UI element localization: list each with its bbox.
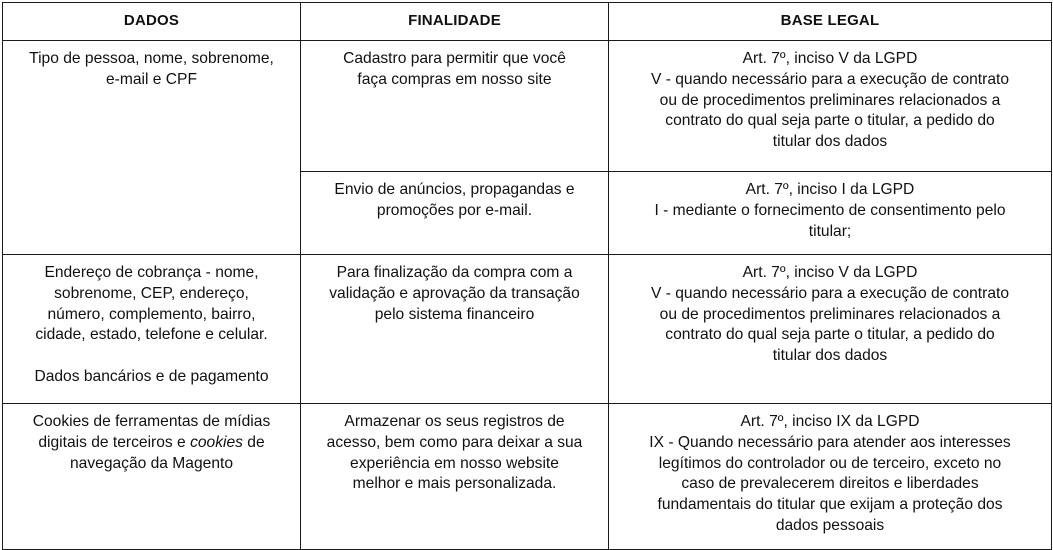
cell-text-line: Art. 7º, inciso V da LGPD	[742, 264, 918, 281]
cell-text-line: caso de prevalecerem direitos e liberdades	[681, 475, 979, 493]
lgpd-data-table	[2, 2, 1052, 550]
table-row	[3, 41, 1052, 172]
cell-text-line: contrato do qual seja parte o titular, a pedido do	[665, 112, 995, 130]
header-base-legal: BASE LEGAL	[609, 3, 1052, 41]
cell-text-line	[9, 433, 294, 454]
cell-text-italic: cookies	[190, 433, 243, 451]
cell-base-legal	[609, 41, 1052, 172]
cell-finalidade	[301, 172, 609, 255]
cell-text-line: e-mail e CPF	[106, 70, 197, 88]
cell-dados	[3, 404, 301, 550]
cell-text-line: acesso, bem como para deixar a sua	[326, 433, 583, 451]
cell-text-line: faça compras em nosso site	[357, 70, 552, 88]
cell-dados	[3, 41, 301, 255]
cell-text-line: Art. 7º, inciso I da LGPD	[745, 181, 915, 198]
cell-text-line: ou de procedimentos preliminares relacionados a	[659, 91, 1001, 109]
cell-base-legal	[609, 404, 1052, 550]
cell-finalidade	[301, 255, 609, 404]
cell-text-line: Dados bancários e de pagamento	[34, 367, 269, 385]
cell-text-line: Cadastro para permitir que você	[343, 50, 566, 67]
header-finalidade: FINALIDADE	[301, 3, 609, 41]
cell-text-line: legítimos do controlador ou de terceiro, exceto no	[658, 454, 1002, 472]
cell-text-line: Cookies de ferramentas de mídias	[32, 413, 271, 430]
cell-text-fragment: de	[242, 433, 265, 451]
cell-text-line: fundamentais do titular que exijam a proteção dos	[657, 496, 1003, 514]
cell-text-line: I - mediante o fornecimento de consentimento pelo	[654, 201, 1006, 219]
cell-text-line: navegação da Magento	[70, 454, 233, 472]
cell-text-line: Envio de anúncios, propagandas e	[334, 181, 575, 198]
cell-base-legal	[609, 255, 1052, 404]
cell-text-line: Endereço de cobrança - nome,	[44, 264, 259, 281]
cell-text-line: titular;	[808, 222, 852, 240]
cell-text-line: dados pessoais	[775, 516, 885, 534]
cell-text-line: titular dos dados	[772, 347, 888, 365]
cell-text-line: promoções por e-mail.	[376, 201, 533, 219]
paragraph-gap	[9, 346, 294, 367]
table-row	[3, 404, 1052, 550]
cell-text-line: melhor e mais personalizada.	[352, 475, 557, 493]
cell-text-fragment: digitais de terceiros e	[38, 433, 191, 451]
table-row	[3, 255, 1052, 404]
cell-text-line: Armazenar os seus registros de	[344, 413, 565, 430]
header-dados: DADOS	[3, 3, 301, 41]
cell-text-line: Art. 7º, inciso IX da LGPD	[740, 413, 920, 430]
cell-text-line: ou de procedimentos preliminares relacionados a	[659, 305, 1001, 323]
cell-text-line: V - quando necessário para a execução de contrato	[650, 70, 1010, 88]
table-header-row	[3, 3, 1052, 41]
cell-text-line: experiência em nosso website	[350, 454, 559, 472]
cell-text-line: titular dos dados	[772, 133, 888, 151]
cell-text-line: Tipo de pessoa, nome, sobrenome,	[29, 50, 274, 67]
cell-text-line: Art. 7º, inciso V da LGPD	[742, 50, 918, 67]
cell-text-line: IX - Quando necessário para atender aos interesses	[649, 433, 1011, 451]
cell-text-line: contrato do qual seja parte o titular, a pedido do	[665, 326, 995, 344]
cell-base-legal	[609, 172, 1052, 255]
cell-text-line: V - quando necessário para a execução de contrato	[650, 284, 1010, 302]
cell-dados	[3, 255, 301, 404]
cell-text-line: Para finalização da compra com a	[336, 264, 573, 281]
cell-text-line: validação e aprovação da transação	[329, 284, 580, 302]
cell-text-line: pelo sistema financeiro	[374, 305, 535, 323]
cell-finalidade	[301, 41, 609, 172]
cell-text-line: sobrenome, CEP, endereço,	[54, 284, 249, 302]
cell-finalidade	[301, 404, 609, 550]
cell-text-line: número, complemento, bairro,	[47, 305, 256, 323]
cell-text-line: cidade, estado, telefone e celular.	[35, 326, 268, 344]
